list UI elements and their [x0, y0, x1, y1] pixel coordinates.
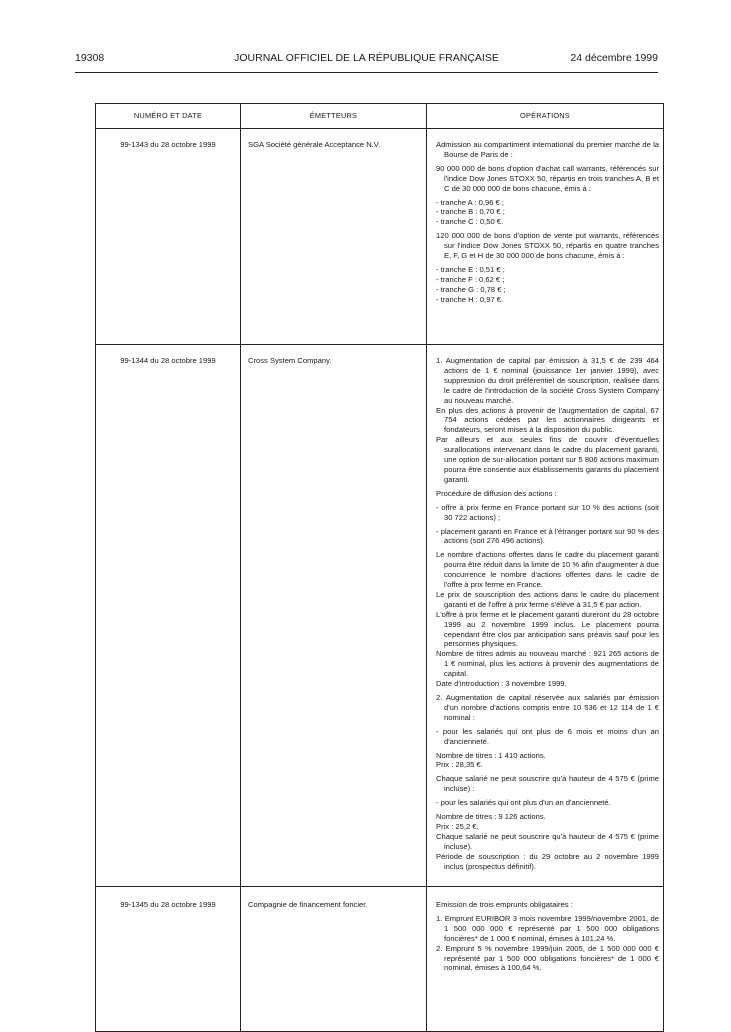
- journal-title: JOURNAL OFFICIEL DE LA RÉPUBLIQUE FRANÇAISE: [234, 52, 499, 64]
- operation-paragraph: Par ailleurs et aux seules fins de couvrir d'éventuelles surallocations intervenant dans le cadre du placement garanti, une option de sur-allocation portant sur 5 806 actions maximum pourra être consentie aux établissements garants du placement garanti.: [436, 435, 659, 484]
- table-row: [96, 887, 664, 1032]
- operation-paragraph: - tranche C : 0,50 €.: [436, 217, 504, 227]
- operation-paragraph: En plus des actions à provenir de l'augmentation de capital, 67 754 actions cédées par les actionnaires dirigeants et fondateurs, seront mises à la disposition du public.: [436, 405, 659, 435]
- table-header-row: [96, 104, 664, 129]
- column-header-numero: NUMÉRO ET DATE: [96, 104, 241, 129]
- row-operations: [427, 345, 664, 887]
- operations-table: [95, 103, 664, 1032]
- operation-paragraph: - tranche G : 0,78 € ;: [436, 284, 506, 294]
- operation-paragraph: - tranche A : 0,96 € ;: [436, 197, 504, 207]
- row-emetteur: Compagnie de financement foncier.: [241, 887, 427, 1032]
- operation-paragraph: Chaque salarié ne peut souscrire qu'à hauteur de 4 575 € (prime incluse).: [436, 831, 659, 851]
- operation-paragraph: L'offre à prix ferme et le placement garanti dureront du 28 octobre 1999 au 2 novembre 1999 inclus. Le placement pourra cependant être clos par anticipation sans préavis sauf pour les personnes physiques.: [436, 609, 659, 649]
- row-operations: [427, 129, 664, 345]
- operation-paragraph: - pour les salariés qui ont plus d'un an d'ancienneté.: [436, 798, 611, 808]
- operation-paragraph: Chaque salarié ne peut souscrire qu'à hauteur de 4 575 € (prime incluse) :: [436, 774, 659, 794]
- header-rule: [75, 72, 658, 73]
- operation-paragraph: Nombre de titres : 9 126 actions.: [436, 812, 546, 822]
- operation-paragraph: Le prix de souscription des actions dans le cadre du placement garanti et de l'offre à prix ferme s'élève à 31,5 € par action.: [436, 589, 659, 609]
- operation-paragraph: Nombre de titres : 1 410 actions.: [436, 750, 546, 760]
- operation-paragraph: Emission de trois emprunts obligataires :: [436, 900, 573, 909]
- issue-date: 24 décembre 1999: [570, 52, 658, 64]
- operation-paragraph: 1. Emprunt EURIBOR 3 mois novembre 1999/novembre 2001, de 1 500 000 000 € représenté par 1 500 000 obligations foncières* de 1 000 € nominal, émises à 101,24 %.: [436, 913, 659, 943]
- operation-paragraph: - tranche F : 0,62 € ;: [436, 274, 505, 284]
- row-emetteur: SGA Société générale Acceptance N.V.: [241, 129, 427, 345]
- operation-paragraph: 120 000 000 de bons d'option de vente put warrants, référencés sur l'indice Dow Jones STOXX 50, répartis en quatre tranches E, F, G et H de 30 000 000 de bons chacune, émis à :: [436, 231, 659, 261]
- operation-paragraph: - tranche E : 0,51 € ;: [436, 264, 505, 274]
- operation-paragraph: Prix : 28,35 €.: [436, 760, 483, 770]
- row-emetteur: Cross System Company.: [241, 345, 427, 887]
- column-header-emetteurs: ÉMETTEURS: [241, 104, 427, 129]
- operation-paragraph: 90 000 000 de bons d'option d'achat call warrants, référencés sur l'indice Dow Jones STOXX 50, répartis en trois tranches A, B et C de 30 000 000 de bons chacune, émis à :: [436, 163, 659, 193]
- page-number: 19308: [75, 52, 105, 64]
- operation-paragraph: 2. Augmentation de capital réservée aux salariés par émission d'un nombre d'actions compris entre 10 536 et 12 114 de 1 € nominal :: [436, 693, 659, 722]
- operation-paragraph: - tranche H : 0,97 €.: [436, 294, 504, 304]
- operation-paragraph: Date d'introduction : 3 novembre 1999.: [436, 679, 567, 689]
- column-header-operations: OPÉRATIONS: [427, 104, 664, 129]
- operation-paragraph: - tranche B : 0,70 € ;: [436, 207, 505, 217]
- operation-paragraph: Prix : 25,2 €.: [436, 821, 479, 831]
- table-row: [96, 345, 664, 887]
- operation-paragraph: 2. Emprunt 5 % novembre 1999/juin 2005, de 1 500 000 000 € représenté par 1 500 000 obligations foncières* de 1 000 € nominal, émises à 100,64 %.: [436, 943, 659, 973]
- operation-paragraph: Procédure de diffusion des actions :: [436, 488, 557, 498]
- row-numero: 99-1343 du 28 octobre 1999: [96, 129, 241, 345]
- operation-paragraph: - placement garanti en France et à l'étranger portant sur 90 % des actions (soit 276 496 actions).: [436, 526, 659, 546]
- operation-paragraph: Le nombre d'actions offertes dans le cadre du placement garanti pourra être réduit dans la limite de 10 % afin d'augmenter à due concurrence le nombre d'actions offertes dans le cadre de l'offre à prix ferme en France.: [436, 550, 659, 590]
- operation-paragraph: - pour les salariés qui ont plus de 6 mois et moins d'un an d'ancienneté.: [436, 726, 659, 746]
- row-numero: 99-1345 du 28 octobre 1999: [96, 887, 241, 1032]
- row-numero: 99-1344 du 28 octobre 1999: [96, 345, 241, 887]
- operation-paragraph: Admission au compartiment international du premier marché de la Bourse de Paris de :: [436, 140, 659, 159]
- table-row: [96, 129, 664, 345]
- operation-paragraph: Période de souscription : du 29 octobre au 2 novembre 1999 inclus (prospectus définitif).: [436, 851, 659, 871]
- operation-paragraph: - offre à prix ferme en France portant sur 10 % des actions (soit 30 722 actions) ;: [436, 502, 659, 522]
- operation-paragraph: 1. Augmentation de capital par émission à 31,5 € de 239 464 actions de 1 € nominal (jouissance 1er janvier 1999), avec suppression du droit préférentiel de souscription, réalisée dans le cadre de l'introduction de la société Cross System Company au nouveau marché.: [436, 356, 659, 405]
- page-header: [75, 52, 658, 66]
- operation-paragraph: Nombre de titres admis au nouveau marché : 921 265 actions de 1 € nominal, plus les actions à provenir des augmentations de capital.: [436, 649, 659, 679]
- row-operations: [427, 887, 664, 1032]
